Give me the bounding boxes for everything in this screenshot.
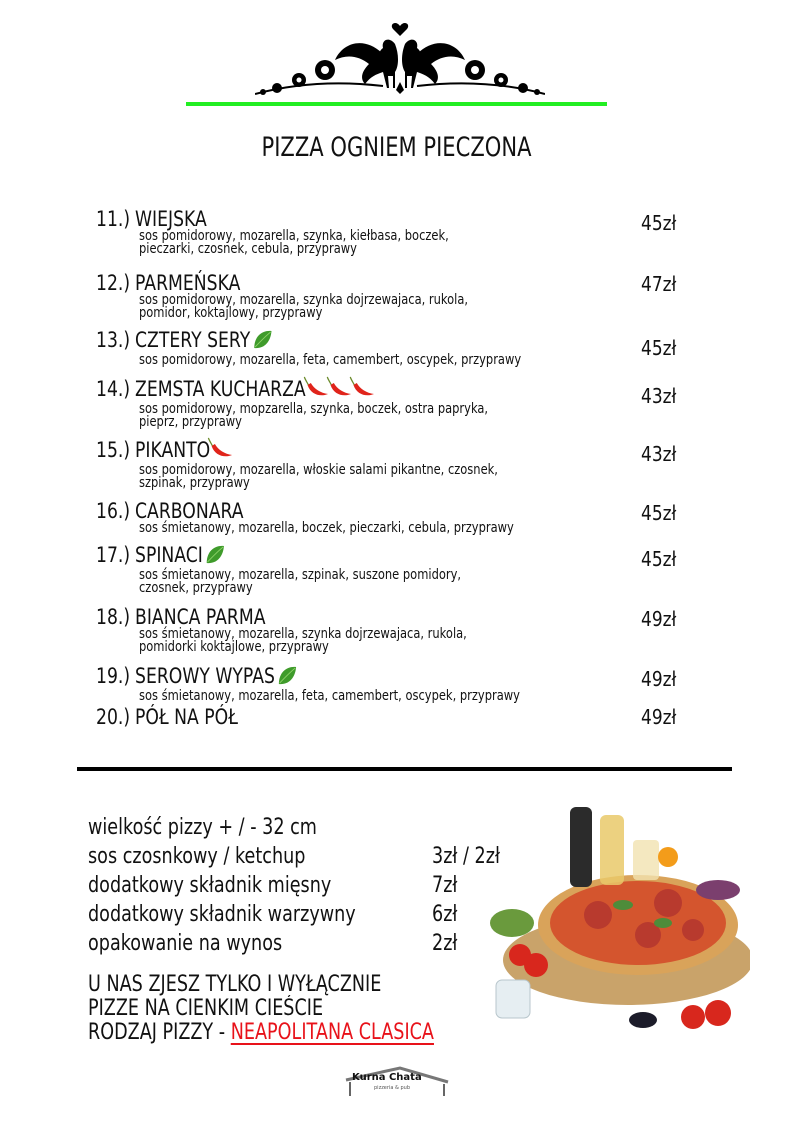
extra-label: dodatkowy składnik warzywny xyxy=(88,902,356,927)
menu-item xyxy=(96,208,696,256)
item-ingredients: szpinak, przyprawy xyxy=(139,475,250,491)
item-number: 14.) xyxy=(96,377,131,401)
menu-item xyxy=(96,706,696,728)
note-prefix: RODZAJ PIZZY - xyxy=(88,1020,231,1045)
item-ingredients: sos śmietanowy, mozarella, szynka dojrzewajaca, rukola, xyxy=(139,626,467,642)
item-ingredients: sos pomidorowy, mozarella, włoskie salami pikantne, czosnek, xyxy=(139,462,498,478)
extra-price: 2zł xyxy=(432,931,458,956)
menu-item xyxy=(96,544,696,595)
menu-item-title xyxy=(96,436,233,464)
logo-subtitle: pizzeria & pub xyxy=(374,1085,410,1091)
item-price: 45zł xyxy=(641,501,677,525)
item-price: 45zł xyxy=(641,211,677,235)
logo-name: Kurna Chata xyxy=(352,1072,422,1083)
menu-item-title xyxy=(96,329,272,354)
extra-price: 3zł / 2zł xyxy=(432,844,500,869)
vegetarian-leaf-icon xyxy=(205,545,225,569)
item-number: 13.) xyxy=(96,328,131,352)
menu-item xyxy=(96,606,696,654)
item-ingredients: pieczarki, czosnek, cebula, przyprawy xyxy=(139,241,357,257)
extra-label: opakowanie na wynos xyxy=(88,931,283,956)
extra-price: 6zł xyxy=(432,902,458,927)
green-divider xyxy=(186,102,607,106)
item-name: WIEJSKA xyxy=(135,207,207,231)
chili-pepper-icon xyxy=(347,375,375,403)
menu-item xyxy=(96,375,696,429)
item-number: 11.) xyxy=(96,207,131,231)
menu-item xyxy=(96,665,696,703)
item-number: 19.) xyxy=(96,664,131,688)
note-line-3 xyxy=(88,1021,434,1045)
rooster-ornament-icon xyxy=(255,14,545,100)
item-ingredients: pomidor, koktajlowy, przyprawy xyxy=(139,305,323,321)
vegetarian-leaf-icon xyxy=(253,330,273,354)
item-ingredients: sos śmietanowy, mozarella, feta, camembert, oscypek, przyprawy xyxy=(139,688,520,704)
menu-item xyxy=(96,500,696,535)
item-price: 49zł xyxy=(641,607,677,631)
item-ingredients: sos pomidorowy, mozarella, szynka, kiełbasa, boczek, xyxy=(139,228,449,244)
menu-item-title xyxy=(96,544,225,569)
pizza-image-icon xyxy=(488,795,750,1045)
kurna-chata-logo xyxy=(340,1062,452,1102)
item-ingredients: pieprz, przyprawy xyxy=(139,414,242,430)
item-price: 47zł xyxy=(641,272,677,296)
item-number: 18.) xyxy=(96,605,131,629)
note-line-1: U NAS ZJESZ TYLKO I WYŁĄCZNIE xyxy=(88,972,382,997)
extra-price: 7zł xyxy=(432,873,458,898)
menu-item xyxy=(96,272,696,320)
item-name: ZEMSTA KUCHARZA xyxy=(135,377,306,401)
extra-label: wielkość pizzy + / - 32 cm xyxy=(88,815,317,840)
item-ingredients: sos pomidorowy, mozarella, szynka dojrzewajaca, rukola, xyxy=(139,292,469,308)
item-number: 15.) xyxy=(96,438,131,462)
section-title: PIZZA OGNIEM PIECZONA xyxy=(261,132,532,163)
extra-label: sos czosnkowy / ketchup xyxy=(88,844,306,869)
menu-item-title xyxy=(96,706,238,728)
menu-item-title xyxy=(96,208,207,230)
black-divider xyxy=(77,767,732,771)
item-name: CARBONARA xyxy=(135,499,244,523)
menu-item xyxy=(96,436,696,490)
item-price: 43zł xyxy=(641,384,677,408)
item-price: 43zł xyxy=(641,442,677,466)
item-ingredients: pomidorki koktajlowe, przyprawy xyxy=(139,639,329,655)
menu-item-title xyxy=(96,500,244,522)
chili-pepper-icon xyxy=(205,436,233,464)
menu-item-title xyxy=(96,375,375,403)
folk-rooster-ornament xyxy=(255,14,545,100)
item-price: 49zł xyxy=(641,705,677,729)
item-number: 17.) xyxy=(96,543,131,567)
item-ingredients: sos pomidorowy, mozarella, feta, camembert, oscypek, przyprawy xyxy=(139,352,522,368)
item-number: 16.) xyxy=(96,499,131,523)
item-name: PÓŁ NA PÓŁ xyxy=(135,705,238,729)
item-name: SPINACI xyxy=(135,543,203,567)
item-price: 45zł xyxy=(641,547,677,571)
item-price: 45zł xyxy=(641,336,677,360)
item-name: BIANCA PARMA xyxy=(135,605,266,629)
item-number: 12.) xyxy=(96,271,131,295)
vegetarian-leaf-icon xyxy=(277,666,297,690)
item-ingredients: czosnek, przyprawy xyxy=(139,580,253,596)
item-name: SEROWY WYPAS xyxy=(135,664,275,688)
extra-label: dodatkowy składnik mięsny xyxy=(88,873,332,898)
item-name: CZTERY SERY xyxy=(135,328,251,352)
item-number: 20.) xyxy=(96,705,131,729)
item-ingredients: sos śmietanowy, mozarella, boczek, pieczarki, cebula, przyprawy xyxy=(139,520,514,536)
item-name: PARMEŃSKA xyxy=(135,271,241,295)
menu-item-title xyxy=(96,665,297,690)
item-name: PIKANTO xyxy=(135,438,211,462)
pizza-style-highlight: NEAPOLITANA CLASICA xyxy=(230,1020,434,1045)
menu-item-title xyxy=(96,606,266,628)
item-price: 49zł xyxy=(641,667,677,691)
menu-item-title xyxy=(96,272,240,294)
pizza-illustration xyxy=(488,795,750,1045)
menu-item xyxy=(96,329,696,367)
item-ingredients: sos pomidorowy, mopzarella, szynka, boczek, ostra papryka, xyxy=(139,401,489,417)
note-line-2: PIZZE NA CIENKIM CIEŚCIE xyxy=(88,996,324,1021)
item-ingredients: sos śmietanowy, mozarella, szpinak, suszone pomidory, xyxy=(139,567,462,583)
